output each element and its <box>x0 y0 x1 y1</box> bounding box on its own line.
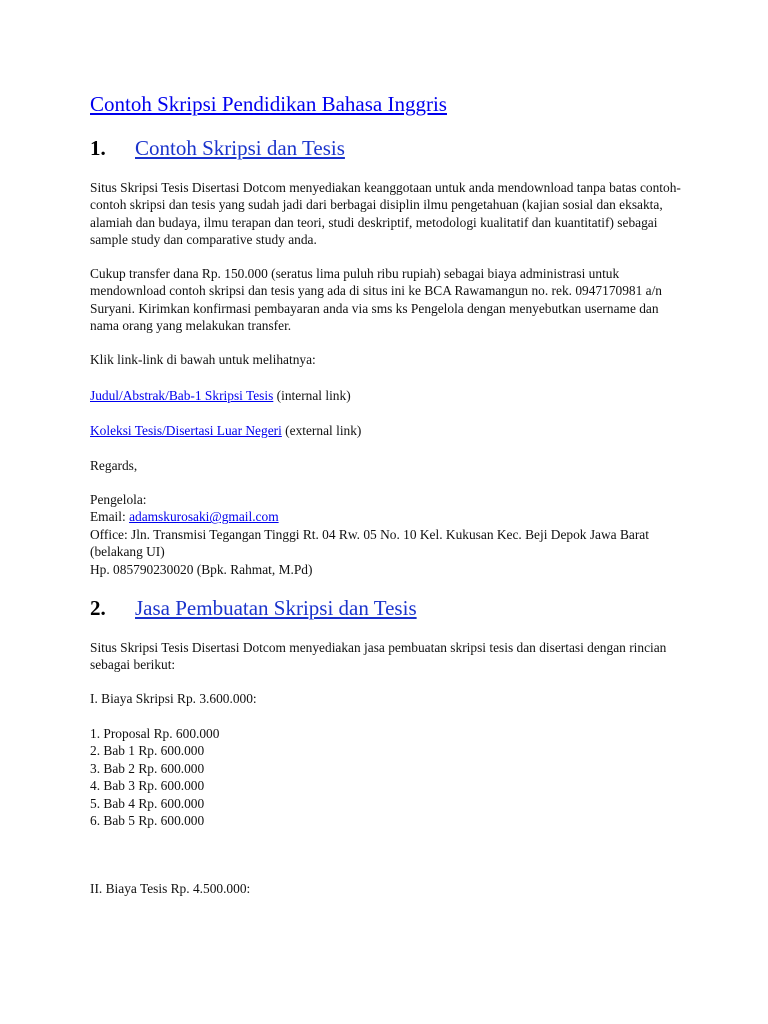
regards-line <box>90 457 685 474</box>
external-link-line <box>90 422 685 439</box>
section-2-para-1 <box>90 639 685 674</box>
price-list-item: 4. Bab 3 Rp. 600.000 <box>90 778 205 794</box>
section-1-para-2-text: Cukup transfer dana Rp. 150.000 (seratus lima puluh ribu rupiah) sebagai biaya administrasi untuk mendownload contoh skripsi dan tesis yang ada di situs ini ke BCA Rawamangun no. rek. 0947170981 a/n Suryani. Kirimkan konfirmasi pembayaran anda via sms ks Pengelola dengan menyebutkan username dan nama orang yang melakukan transfer. <box>90 266 663 334</box>
biaya-tesis-text: II. Biaya Tesis Rp. 4.500.000: <box>90 881 251 896</box>
price-list-item: 6. Bab 5 Rp. 600.000 <box>90 813 205 829</box>
price-list-item: 3. Bab 2 Rp. 600.000 <box>90 760 205 776</box>
email-link[interactable]: adamskurosaki@gmail.com <box>129 509 279 525</box>
biaya-tesis-line <box>90 880 685 897</box>
price-list-block <box>90 725 685 829</box>
internal-link-line <box>90 387 685 404</box>
regards-text: Regards, <box>90 458 138 473</box>
internal-link-suffix: (internal link) <box>273 388 351 403</box>
section-2-number: 2. <box>90 596 106 620</box>
section-1-para-1-text: Situs Skripsi Tesis Disertasi Dotcom menyediakan keanggotaan untuk anda mendownload tanpa batas contoh-contoh skripsi dan tesis yang sudah jadi dari berbagai disiplin ilmu pengetahuan (kajian sosial dan eksakta, alamiah dan budaya, ilmu terapan dan teori, studi deskriptif, metodologi kualitatif dan kuantitatif) sebagai sample study dan comparative study anda. <box>90 180 681 248</box>
section-2-heading <box>90 596 417 621</box>
section-1-para-2 <box>90 265 685 335</box>
price-list <box>90 725 685 829</box>
email-line <box>90 508 685 525</box>
email-label: Email: <box>90 509 130 525</box>
external-link[interactable]: Koleksi Tesis/Disertasi Luar Negeri <box>90 423 282 438</box>
biaya-skripsi-text: I. Biaya Skripsi Rp. 3.600.000: <box>90 691 257 706</box>
section-1-heading <box>90 136 345 161</box>
price-list-item: 5. Bab 4 Rp. 600.000 <box>90 795 205 811</box>
pengelola-label: Pengelola: <box>90 492 147 507</box>
section-1-para-3 <box>90 351 685 368</box>
biaya-skripsi-line <box>90 690 685 707</box>
section-1-number: 1. <box>90 136 106 160</box>
office-address: Office: Jln. Transmisi Tegangan Tinggi Rt. 04 Rw. 05 No. 10 Kel. Kukusan Kec. Beji Depok Jawa Barat (belakang UI) <box>90 526 649 560</box>
document-title[interactable] <box>90 92 447 117</box>
contact-block <box>90 491 685 578</box>
document-title-link[interactable]: Contoh Skripsi Pendidikan Bahasa Inggris <box>90 92 447 116</box>
section-1-para-3-text: Klik link-link di bawah untuk melihatnya: <box>90 352 316 367</box>
external-link-suffix: (external link) <box>281 423 362 438</box>
section-1-para-1 <box>90 179 685 249</box>
section-1-heading-link[interactable]: Contoh Skripsi dan Tesis <box>135 136 345 160</box>
price-list-item: 2. Bab 1 Rp. 600.000 <box>90 743 205 759</box>
internal-link[interactable]: Judul/Abstrak/Bab-1 Skripsi Tesis <box>90 388 274 403</box>
phone-number: Hp. 085790230020 (Bpk. Rahmat, M.Pd) <box>90 561 313 577</box>
price-list-item: 1. Proposal Rp. 600.000 <box>90 726 220 741</box>
section-2-para-1-text: Situs Skripsi Tesis Disertasi Dotcom menyediakan jasa pembuatan skripsi tesis dan disertasi dengan rincian sebagai berikut: <box>90 640 667 673</box>
section-2-heading-link[interactable]: Jasa Pembuatan Skripsi dan Tesis <box>135 596 417 620</box>
